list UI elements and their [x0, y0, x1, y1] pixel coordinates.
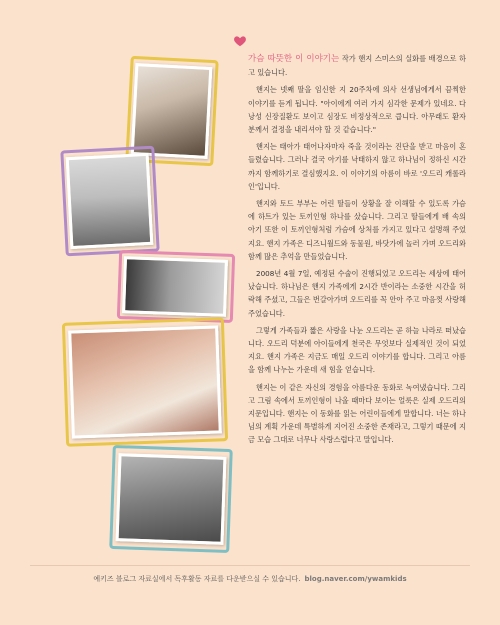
paragraph: 그렇게 가족들과 짧은 사랑을 나눈 오드리는 곧 하늘 나라로 떠났습니다. 오드리 덕분에 아이들에게 천국은 무엇보다 실제적인 것이 되었지요. 핸지 가족은 지금도 매일 오드리 이야기를 합니다. 그리고 아름을 함께 나누는 가운데 새 힘을 얻습니다. — [248, 325, 466, 375]
lead-rest: 작가 핸지 스미스의 실화를 배경으로 하고 있습니다. — [248, 54, 466, 78]
paragraph: 핸지는 태아가 태어나자마자 죽을 것이라는 진단을 받고 마음이 혼들렸습니다. 그러나 결국 아기를 낙태하지 않고 하나님이 정하신 시간까지 함께하기로 결심했지요. 이 이야기의 아름이 바로 '오드리 캐롤라인'입니다. — [248, 142, 466, 191]
lead-paragraph — [248, 52, 466, 79]
footer-note — [30, 565, 470, 592]
lead-highlight: 가슴 따뜻한 이 이야기는 — [248, 54, 340, 64]
footer-text: 예키즈 블로그 자료실에서 독후활동 자료를 다운받으실 수 있습니다. — [93, 575, 301, 583]
heart-icon — [233, 34, 247, 48]
paragraph: 핸지는 넷째 딸을 임신한 지 20주차에 의사 선생님에게서 끔찍한 이야기를 듣게 됩니다. "아이에게 여러 가지 심각한 문제가 있네요. 다낭성 신장질환도 보이고 심장도 비정상적으로 큽니다. 아무래도 환자분께서 결정을 내리셔야 할 것 같습니다." — [248, 85, 466, 135]
photo-newborn — [122, 256, 228, 317]
blog-link[interactable]: blog.naver.com/ywamkids — [304, 575, 407, 583]
paragraph: 2008년 4월 7일, 예정된 수술이 진행되었고 오드리는 세상에 태어났습니다. 하나님은 핸지 가족에게 2시간 반이라는 소중한 시간을 허락해 주셨고, 그들은 번갈아가며 오드리를 꼭 안아 주고 마음껏 사랑해 주었습니다. — [248, 269, 466, 318]
photo-family-at-castle — [66, 153, 154, 249]
photo-girls-with-bunny — [131, 63, 213, 159]
paragraph: 핸지는 이 같은 자신의 경험을 아름다운 동화로 녹여냈습니다. 그리고 그림 속에서 토끼인형이 나올 때마다 보이는 얼룩은 실제 오드리의 지문입니다. 핸지는 이 동화를 읽는 어린이들에게 말합니다. 너는 하나님의 계획 가운데 특별하게 지어진 소중한 존재라고, 그렇기 때문에 지금 모습 그대로 너무나 사랑스럽다고 말입니다. — [248, 382, 466, 445]
paragraph: 핸지와 토드 부부는 어린 딸들이 상황을 잘 이해할 수 있도록 가슴에 하트가 있는 토끼인형 하나를 샀습니다. 그리고 딸들에게 배 속의 아기 또한 이 토끼인형처럼 가슴에 상처를 가지고 있다고 설명해 주었지요. 핸지 가족은 디즈니월드와 동물원, 바닷가에 놀러 가며 오드리와 함께 많은 추억을 만들었습니다. — [248, 199, 466, 261]
photo-family-with-baby — [68, 325, 222, 438]
article-text — [248, 52, 466, 451]
photo-child-at-grave — [115, 453, 226, 545]
